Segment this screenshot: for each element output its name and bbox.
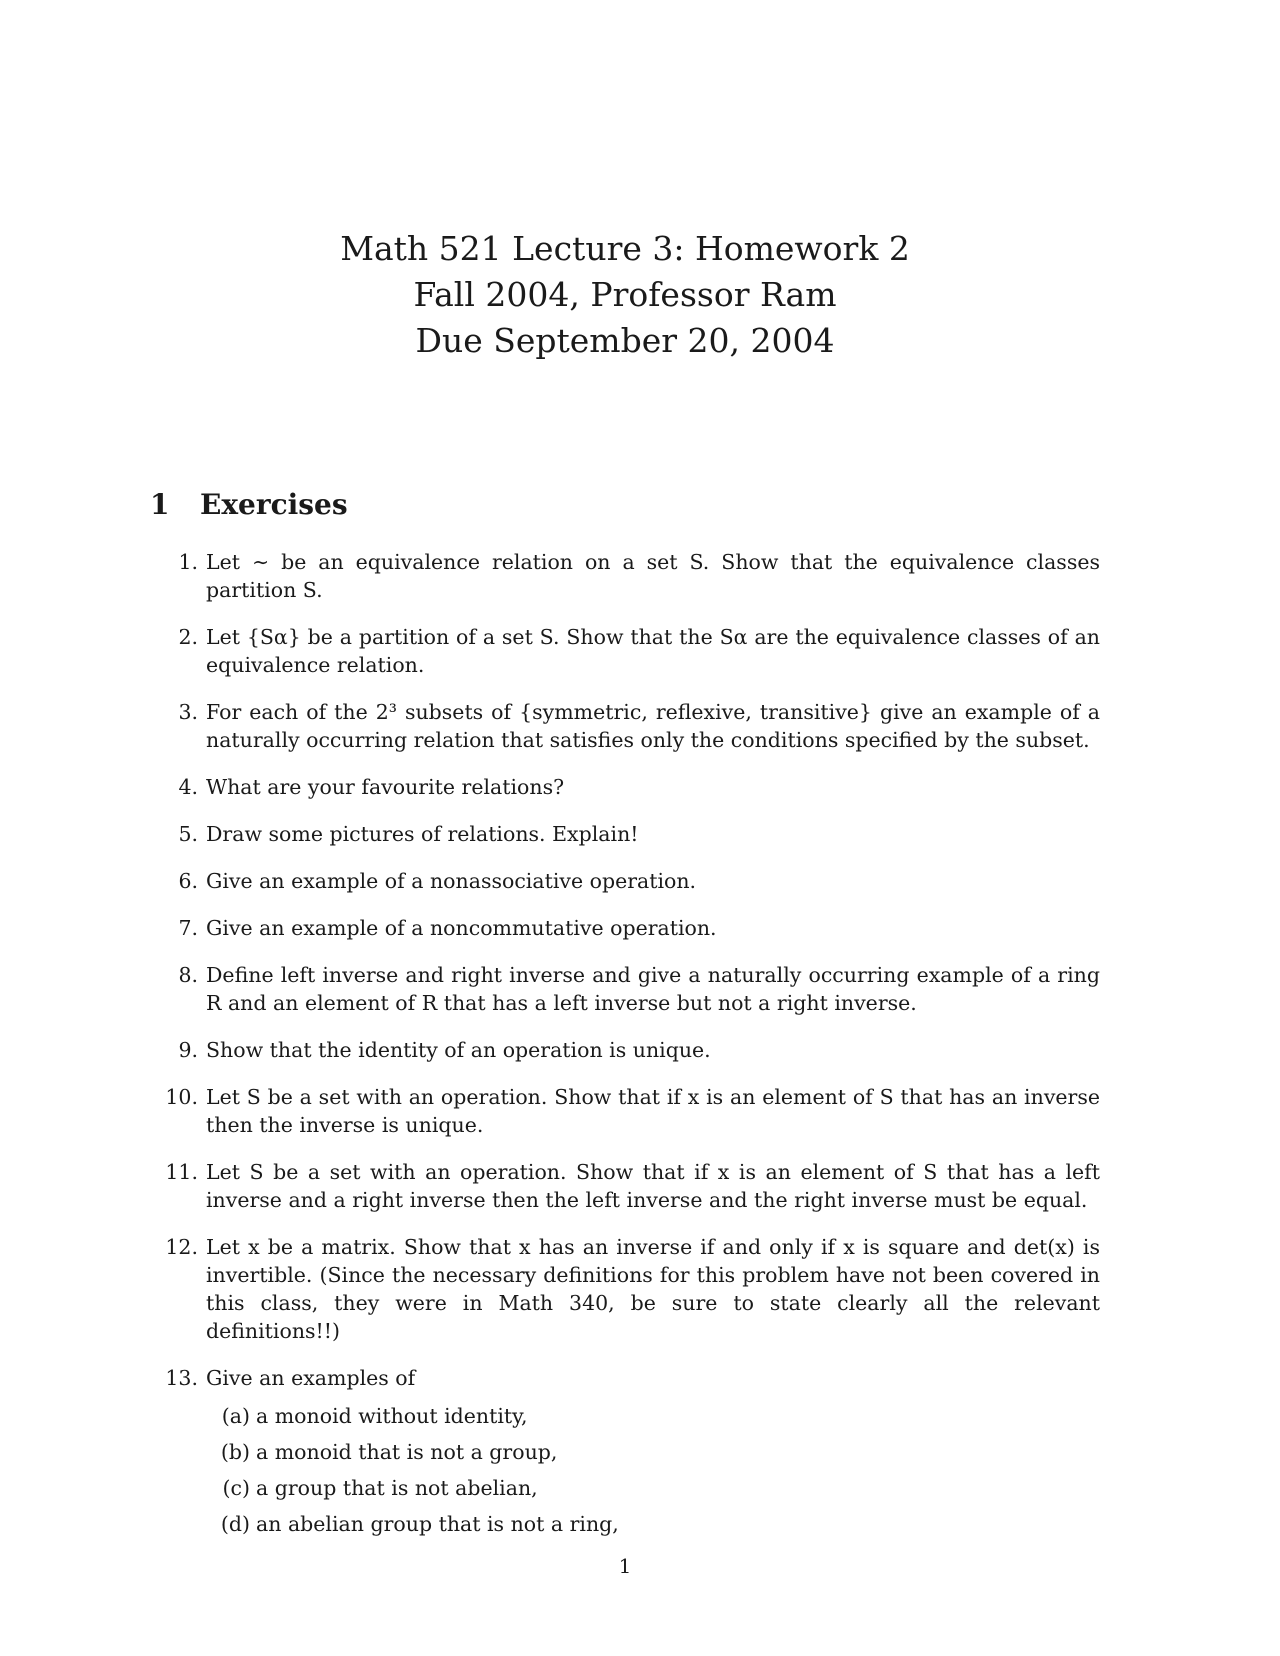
subitem-label: (a) (221, 1404, 250, 1428)
exercise-item (150, 698, 1100, 754)
exercise-item (150, 623, 1100, 679)
subitem-label: (c) (222, 1476, 250, 1500)
exercise-number: 9. (178, 1038, 198, 1062)
exercise-item (150, 1083, 1100, 1139)
subitem-text: a monoid that is not a group, (256, 1440, 558, 1464)
subitem (214, 1510, 1100, 1538)
exercise-text: Draw some pictures of relations. Explain! (206, 822, 639, 846)
exercise-text: Let x be a matrix. Show that x has an inverse if and only if x is square and det(x) is invertible. (Since the necessary definitions for this problem have not been covered in this class, they were in Math 340, be sure to state clearly all the relevant definitions!!) (206, 1235, 1100, 1343)
subitem-label: (d) (220, 1512, 250, 1536)
exercise-text: Let S be a set with an operation. Show that if x is an element of S that has an inverse then the inverse is unique. (206, 1085, 1100, 1137)
section-title: Exercises (200, 488, 348, 521)
exercise-number: 8. (178, 963, 198, 987)
exercise-number: 10. (165, 1085, 198, 1109)
subitem-text: a monoid without identity, (256, 1404, 528, 1428)
exercise-text: For each of the 2³ subsets of {symmetric, reflexive, transitive} give an example of a naturally occurring relation that satisfies only the conditions specified by the subset. (206, 700, 1100, 752)
section-number: 1 (150, 488, 170, 521)
exercise-item (150, 773, 1100, 801)
exercise-text: Let {Sα} be a partition of a set S. Show that the Sα are the equivalence classes of an equivalence relation. (206, 625, 1100, 677)
exercise-item (150, 820, 1100, 848)
subitem (214, 1438, 1100, 1466)
exercise-number: 13. (165, 1366, 198, 1390)
exercise-item (150, 1158, 1100, 1214)
exercise-item (150, 1036, 1100, 1064)
exercise-number: 2. (178, 625, 198, 649)
exercise-number: 4. (178, 775, 198, 799)
exercise-list (150, 548, 1100, 1557)
exercise-number: 3. (178, 700, 198, 724)
exercise-item (150, 914, 1100, 942)
subitem-label: (b) (220, 1440, 250, 1464)
exercise-text: Give an example of a nonassociative operation. (206, 869, 697, 893)
exercise-item (150, 1233, 1100, 1345)
exercise-text: Give an example of a noncommutative operation. (206, 916, 717, 940)
subitem-text: an abelian group that is not a ring, (256, 1512, 619, 1536)
exercise-item (150, 961, 1100, 1017)
exercise-text: Let S be a set with an operation. Show that if x is an element of S that has a left inverse and a right inverse then the left inverse and the right inverse must be equal. (206, 1160, 1100, 1212)
exercise-text: What are your favourite relations? (206, 775, 565, 799)
exercise-text: Give an examples of (206, 1366, 416, 1390)
exercise-text: Define left inverse and right inverse and give a naturally occurring example of a ring R and an element of R that has a left inverse but not a right inverse. (206, 963, 1100, 1015)
subitem-list (206, 1402, 1100, 1538)
exercise-text: Show that the identity of an operation is unique. (206, 1038, 711, 1062)
document-title (0, 226, 1250, 364)
exercise-number: 7. (178, 916, 198, 940)
exercise-item (150, 1364, 1100, 1538)
exercise-item (150, 548, 1100, 604)
exercise-text: Let ∼ be an equivalence relation on a set S. Show that the equivalence classes partition S. (206, 550, 1100, 602)
title-line-course: Math 521 Lecture 3: Homework 2 (340, 229, 910, 268)
title-line-term: Fall 2004, Professor Ram (413, 275, 837, 314)
exercise-number: 1. (178, 550, 198, 574)
subitem (214, 1474, 1100, 1502)
title-line-due-date: Due September 20, 2004 (415, 321, 835, 360)
exercise-number: 12. (165, 1235, 198, 1259)
exercise-number: 5. (178, 822, 198, 846)
exercise-item (150, 867, 1100, 895)
subitem (214, 1402, 1100, 1430)
section-heading (150, 488, 348, 521)
subitem-text: a group that is not abelian, (256, 1476, 538, 1500)
exercise-number: 11. (165, 1160, 198, 1184)
page-number: 1 (618, 1554, 632, 1578)
exercise-number: 6. (178, 869, 198, 893)
